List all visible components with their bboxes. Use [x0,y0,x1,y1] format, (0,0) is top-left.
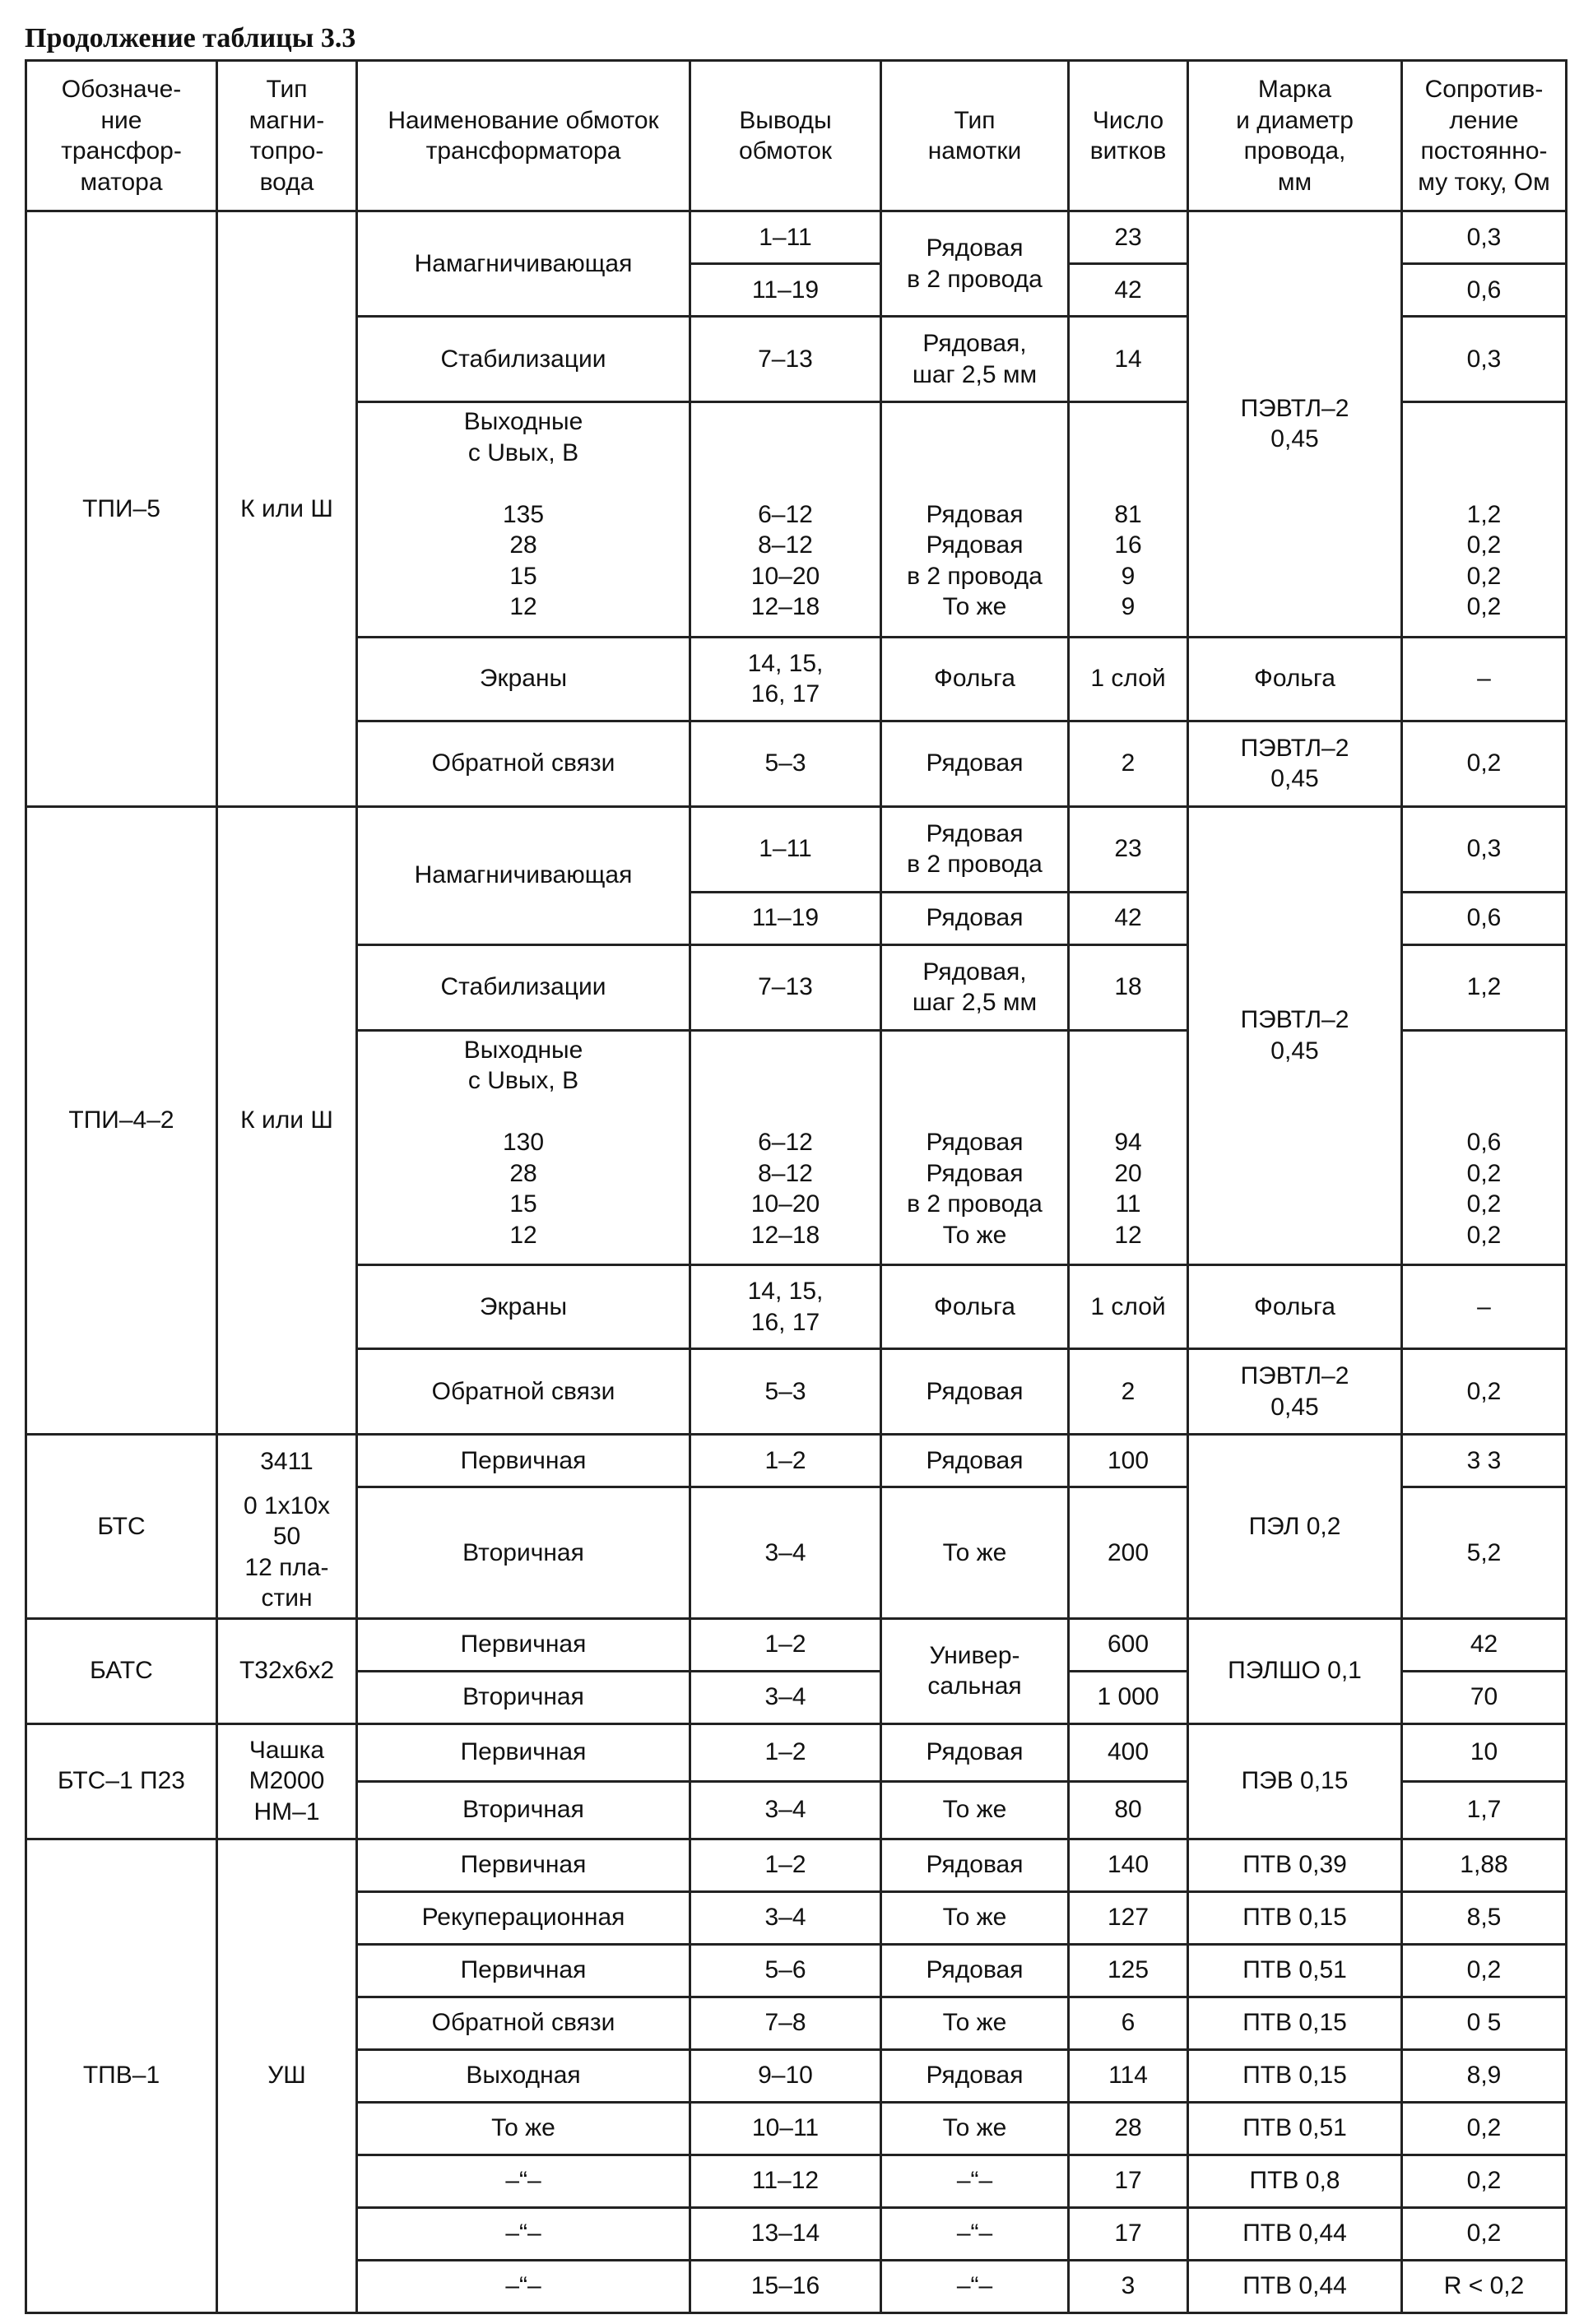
resistance-cell: 1,2 0,2 0,2 0,2 [1402,402,1567,638]
winding-type-cell: –“– [881,2207,1069,2260]
header-wire: Марка и диаметр провода, мм [1188,61,1402,211]
winding-type-cell: То же [881,1781,1069,1839]
turns-cell: 23 [1069,211,1188,264]
leads-cell: 7–13 [690,944,881,1030]
resistance-cell: 0,6 [1402,892,1567,944]
leads-cell: 3–4 [690,1781,881,1839]
wire-cell: ПЭВТЛ–2 0,45 [1188,1349,1402,1435]
resistance-cell: 10 [1402,1723,1567,1781]
winding-type-cell: –“– [881,2155,1069,2207]
winding-cell: Обратной связи [357,1349,690,1435]
resistance-cell: 5,2 [1402,1487,1567,1619]
winding-type-cell: Фольга [881,637,1069,721]
winding-cell: Обратной связи [357,721,690,806]
table-row [26,806,1567,892]
wire-cell: ПТВ 0,15 [1188,1997,1402,2049]
turns-cell: 1 000 [1069,1671,1188,1723]
turns-cell: 125 [1069,1944,1188,1997]
wire-cell: ПЭЛ 0,2 [1188,1435,1402,1619]
leads-cell: 5–6 [690,1944,881,1997]
wire-cell: ПТВ 0,39 [1188,1839,1402,1891]
header-designation: Обозначе- ние трансфор- матора [26,61,217,211]
winding-type-cell: Универ- сальная [881,1618,1069,1723]
core-cell: 3411 [217,1435,357,1487]
resistance-cell: 0,2 [1402,2102,1567,2155]
winding-type-cell: Рядовая Рядовая в 2 провода То же [881,402,1069,638]
table-row [26,1435,1567,1487]
leads-cell: 1–2 [690,1618,881,1671]
winding-type-cell: То же [881,2102,1069,2155]
winding-type-cell: Рядовая [881,1723,1069,1781]
winding-cell: Первичная [357,1839,690,1891]
turns-cell: 18 [1069,944,1188,1030]
winding-type-cell: То же [881,1487,1069,1619]
leads-cell: 5–3 [690,1349,881,1435]
winding-cell: –“– [357,2155,690,2207]
resistance-cell: 0,2 [1402,2155,1567,2207]
winding-cell: Выходная [357,2049,690,2102]
wire-cell: ПТВ 0,44 [1188,2260,1402,2312]
wire-cell: ПТВ 0,8 [1188,2155,1402,2207]
turns-cell: 80 [1069,1781,1188,1839]
wire-cell: ПЭВТЛ–2 0,45 [1188,721,1402,806]
resistance-cell: 0,2 [1402,721,1567,806]
designation-cell: ТПВ–1 [26,1839,217,2312]
winding-type-cell: Рядовая, шаг 2,5 мм [881,317,1069,402]
core-cell: 0 1х10х 50 12 пла- стин [217,1487,357,1619]
winding-cell: Стабилизации [357,317,690,402]
winding-cell: –“– [357,2260,690,2312]
resistance-cell: R < 0,2 [1402,2260,1567,2312]
winding-cell: Экраны [357,1265,690,1349]
winding-type-cell: То же [881,1997,1069,2049]
header-core-type: Тип магни- топро- вода [217,61,357,211]
winding-type-cell: –“– [881,2260,1069,2312]
resistance-cell: 0,6 [1402,264,1567,317]
core-cell: Т32х6х2 [217,1618,357,1723]
turns-cell: 28 [1069,2102,1188,2155]
winding-cell: Намагничивающая [357,211,690,317]
core-cell: К или Ш [217,806,357,1435]
designation-cell: БТС [26,1435,217,1619]
winding-cell: Первичная [357,1944,690,1997]
wire-cell: ПТВ 0,15 [1188,1891,1402,1944]
turns-cell: 2 [1069,721,1188,806]
wire-cell: ПЭВТЛ–2 0,45 [1188,211,1402,638]
core-cell: УШ [217,1839,357,2312]
header-resistance: Сопротив- ление постоянно- му току, Ом [1402,61,1567,211]
turns-cell: 400 [1069,1723,1188,1781]
header-leads: Выводы обмоток [690,61,881,211]
leads-cell: 3–4 [690,1891,881,1944]
table-caption: Продолжение таблицы 3.3 [25,23,356,53]
leads-cell: 5–3 [690,721,881,806]
turns-cell: 1 слой [1069,1265,1188,1349]
leads-cell: 11–19 [690,892,881,944]
table-row [26,1839,1567,1891]
winding-type-cell: Рядовая [881,1944,1069,1997]
turns-cell: 42 [1069,264,1188,317]
winding-type-cell: Фольга [881,1265,1069,1349]
designation-cell: БАТС [26,1618,217,1723]
leads-cell: 1–11 [690,211,881,264]
turns-cell: 200 [1069,1487,1188,1619]
winding-cell: Вторичная [357,1487,690,1619]
wire-cell: Фольга [1188,1265,1402,1349]
resistance-cell: 0,3 [1402,211,1567,264]
winding-type-cell: Рядовая [881,721,1069,806]
winding-type-cell: Рядовая, шаг 2,5 мм [881,944,1069,1030]
winding-type-cell: Рядовая в 2 провода [881,211,1069,317]
winding-cell: Обратной связи [357,1997,690,2049]
wire-cell: Фольга [1188,637,1402,721]
wire-cell: ПЭВТЛ–2 0,45 [1188,806,1402,1265]
winding-type-cell: Рядовая в 2 провода [881,806,1069,892]
header-turns: Число витков [1069,61,1188,211]
core-cell: К или Ш [217,211,357,807]
turns-cell: 23 [1069,806,1188,892]
turns-cell: 42 [1069,892,1188,944]
resistance-cell: 0,2 [1402,2207,1567,2260]
leads-cell: 3–4 [690,1487,881,1619]
turns-cell: 14 [1069,317,1188,402]
leads-cell: 11–19 [690,264,881,317]
leads-cell: 15–16 [690,2260,881,2312]
leads-cell: 14, 15, 16, 17 [690,1265,881,1349]
turns-cell: 81 16 9 9 [1069,402,1188,638]
winding-type-cell: Рядовая [881,1839,1069,1891]
winding-cell: Вторичная [357,1671,690,1723]
winding-type-cell: Рядовая [881,1349,1069,1435]
winding-cell: Стабилизации [357,944,690,1030]
leads-cell: 7–13 [690,317,881,402]
resistance-cell: 8,5 [1402,1891,1567,1944]
resistance-cell: – [1402,637,1567,721]
winding-cell: Рекуперационная [357,1891,690,1944]
wire-cell: ПТВ 0,44 [1188,2207,1402,2260]
resistance-cell: 0,2 [1402,1944,1567,1997]
winding-type-cell: То же [881,1891,1069,1944]
leads-cell: 11–12 [690,2155,881,2207]
designation-cell: ТПИ–5 [26,211,217,807]
winding-cell: Первичная [357,1723,690,1781]
table-row [26,1618,1567,1671]
wire-cell: ПТВ 0,51 [1188,2102,1402,2155]
winding-cell: Экраны [357,637,690,721]
resistance-cell: 0,2 [1402,1349,1567,1435]
leads-cell: 1–2 [690,1435,881,1487]
wire-cell: ПЭВ 0,15 [1188,1723,1402,1839]
table-row [26,211,1567,264]
leads-cell: 6–12 8–12 10–20 12–18 [690,1030,881,1265]
leads-cell: 14, 15, 16, 17 [690,637,881,721]
resistance-cell: 8,9 [1402,2049,1567,2102]
winding-cell: Первичная [357,1618,690,1671]
header-winding-type: Тип намотки [881,61,1069,211]
wire-cell: ПТВ 0,15 [1188,2049,1402,2102]
resistance-cell: 1,2 [1402,944,1567,1030]
winding-type-cell: Рядовая [881,1435,1069,1487]
winding-type-cell: Рядовая [881,2049,1069,2102]
leads-cell: 1–2 [690,1723,881,1781]
table-row [26,1723,1567,1781]
wire-cell: ПТВ 0,51 [1188,1944,1402,1997]
leads-cell: 6–12 8–12 10–20 12–18 [690,402,881,638]
turns-cell: 3 [1069,2260,1188,2312]
turns-cell: 6 [1069,1997,1188,2049]
leads-cell: 7–8 [690,1997,881,2049]
turns-cell: 600 [1069,1618,1188,1671]
resistance-cell: – [1402,1265,1567,1349]
resistance-cell: 70 [1402,1671,1567,1723]
turns-cell: 17 [1069,2207,1188,2260]
resistance-cell: 3 3 [1402,1435,1567,1487]
leads-cell: 13–14 [690,2207,881,2260]
resistance-cell: 42 [1402,1618,1567,1671]
leads-cell: 1–11 [690,806,881,892]
turns-cell: 127 [1069,1891,1188,1944]
turns-cell: 114 [1069,2049,1188,2102]
turns-cell: 140 [1069,1839,1188,1891]
winding-cell: Выходные с Uвых, В 135 28 15 12 [357,402,690,638]
wire-cell: ПЭЛШО 0,1 [1188,1618,1402,1723]
core-cell: Чашка М2000 НМ–1 [217,1723,357,1839]
turns-cell: 1 слой [1069,637,1188,721]
designation-cell: БТС–1 П23 [26,1723,217,1839]
header-winding-name: Наименование обмоток трансформатора [357,61,690,211]
turns-cell: 17 [1069,2155,1188,2207]
resistance-cell: 1,88 [1402,1839,1567,1891]
winding-cell: Первичная [357,1435,690,1487]
resistance-cell: 0,6 0,2 0,2 0,2 [1402,1030,1567,1265]
winding-cell: Намагничивающая [357,806,690,944]
leads-cell: 10–11 [690,2102,881,2155]
winding-cell: То же [357,2102,690,2155]
leads-cell: 1–2 [690,1839,881,1891]
transformer-windings-table [25,59,1567,2314]
winding-type-cell: Рядовая [881,892,1069,944]
resistance-cell: 0 5 [1402,1997,1567,2049]
header-row [26,61,1567,211]
leads-cell: 3–4 [690,1671,881,1723]
resistance-cell: 0,3 [1402,806,1567,892]
winding-cell: –“– [357,2207,690,2260]
resistance-cell: 0,3 [1402,317,1567,402]
designation-cell: ТПИ–4–2 [26,806,217,1435]
leads-cell: 9–10 [690,2049,881,2102]
turns-cell: 2 [1069,1349,1188,1435]
turns-cell: 94 20 11 12 [1069,1030,1188,1265]
winding-type-cell: Рядовая Рядовая в 2 провода То же [881,1030,1069,1265]
winding-cell: Выходные с Uвых, В 130 28 15 12 [357,1030,690,1265]
turns-cell: 100 [1069,1435,1188,1487]
winding-cell: Вторичная [357,1781,690,1839]
resistance-cell: 1,7 [1402,1781,1567,1839]
